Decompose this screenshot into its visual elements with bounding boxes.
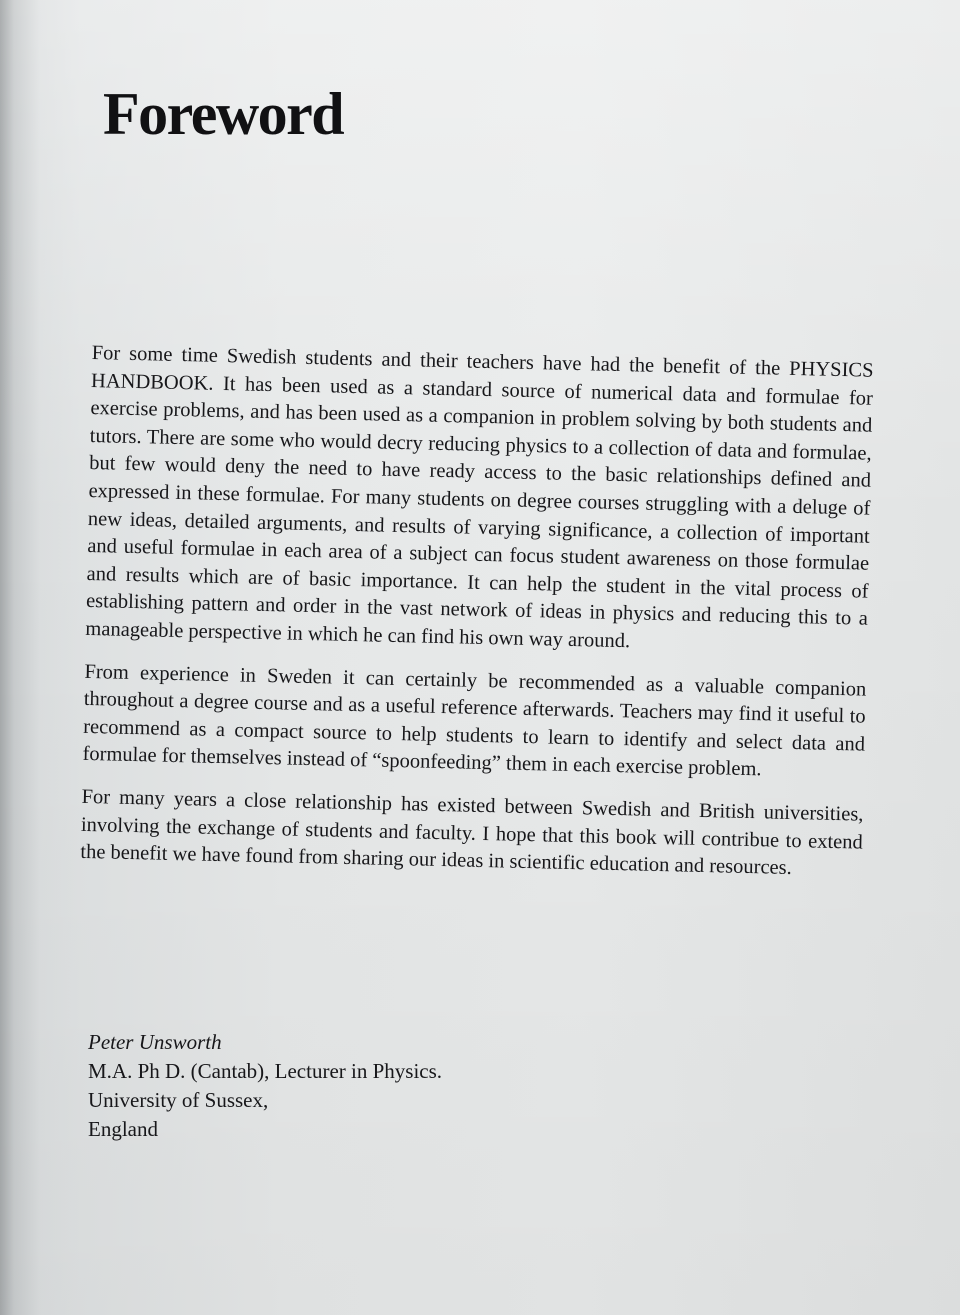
paragraph-2: From experience in Sweden it can certainly be recommended as a valuable companion throughout a degree course and as a useful reference afterwards. Teachers may find it useful to recommend as a compact source to help students to learn to identify and select data and formulae for themselves instead of “spoonfeeding” them in each exercise problem. [82, 660, 867, 781]
author-name: Peter Unsworth [88, 1030, 222, 1054]
author-institution: University of Sussex, [88, 1088, 269, 1112]
page-title: Foreword [103, 81, 344, 147]
paragraph-1: For some time Swedish students and their teachers have had the benefit of the PHYSICS HANDBOOK. It has been used as a standard source of numerical data and formulae for exercise problems, and has been used as a companion in problem solving by both students and tutors. There are some who would decry reducing physics to a collection of data and formulae, but few would deny the need to have ready access to the basic relationships defined and expressed in these formulae. For many students on degree courses struggling with a deluge of new ideas, detailed arguments, and results of varying significance, a collection of important and useful formulae in each area of a subject can focus student awareness on those formulae and results which are of basic importance. It can help the student in the vital process of establishing pattern and order in the vast network of ideas in physics and reducing this to a manageable perspective in which he can find his own way around. [85, 341, 874, 653]
author-country: England [88, 1117, 158, 1141]
foreword-body [80, 340, 874, 899]
author-credentials: M.A. Ph D. (Cantab), Lecturer in Physics. [88, 1059, 443, 1083]
paragraph-3: For many years a close relationship has existed between Swedish and British universities, involving the exchange of students and faculty. I hope that this book will contribue to extend the benefit we have found from sharing our ideas in scientific education and resources. [80, 785, 864, 880]
signature-block [88, 1028, 442, 1144]
